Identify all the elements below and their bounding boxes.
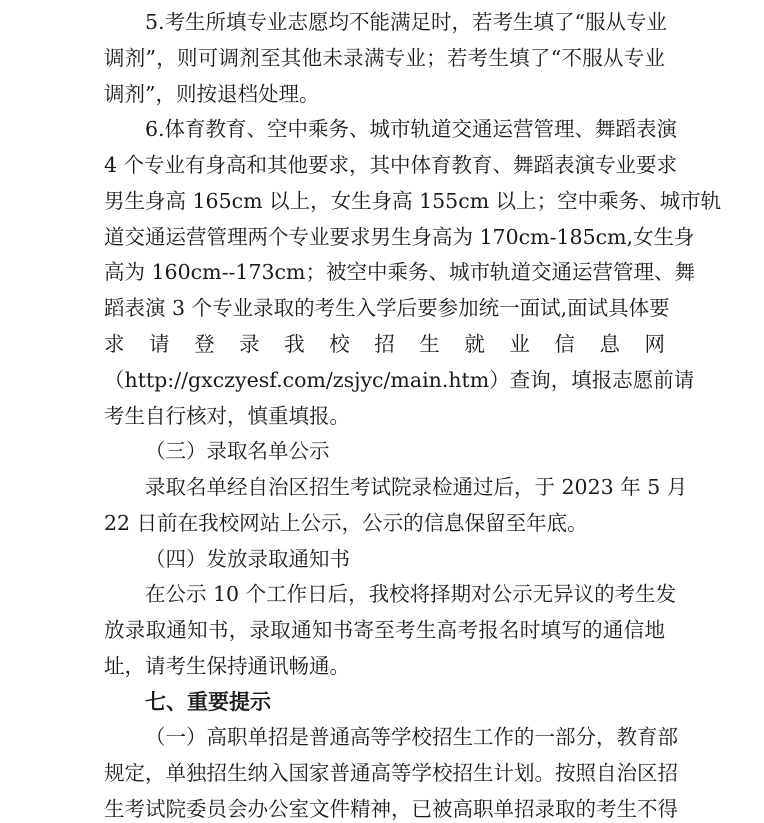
paragraph-6-line-2: 4 个专业有身高和其他要求，其中体育教育、舞蹈表演专业要求 xyxy=(104,153,678,177)
admission-list-line-1: 录取名单经自治区招生考试院录检通过后，于 2023 年 5 月 xyxy=(145,475,688,499)
paragraph-6-line-4: 道交通运营管理两个专业要求男生身高为 170cm-185cm,女生身 xyxy=(104,225,695,249)
section-heading-important-notes: 七、重要提示 xyxy=(145,690,271,714)
important-notes-line-3: 生考试院委员会办公室文件精神，已被高职单招录取的考生不得 xyxy=(104,797,678,821)
paragraph-6-line-5: 高为 160cm--173cm；被空中乘务、城市轨道交通运营管理、舞 xyxy=(104,260,695,284)
paragraph-5-line-1: 5.考生所填专业志愿均不能满足时，若考生填了“服从专业 xyxy=(145,10,668,34)
important-notes-line-2: 规定，单独招生纳入国家普通高等学校招生计划。按照自治区招 xyxy=(104,761,678,785)
paragraph-5-line-2: 调剂”，则可调剂至其他未录满专业；若考生填了“不服从专业 xyxy=(104,46,665,70)
admission-list-line-2: 22 日前在我校网站上公示，公示的信息保留至年底。 xyxy=(104,511,588,535)
important-notes-line-1: （一）高职单招是普通高等学校招生工作的一部分，教育部 xyxy=(145,725,678,749)
admission-notice-line-3: 址，请考生保持通讯畅通。 xyxy=(104,654,350,678)
paragraph-6-line-1: 6.体育教育、空中乘务、城市轨道交通运营管理、舞蹈表演 xyxy=(145,117,678,141)
paragraph-5-line-3: 调剂”，则按退档处理。 xyxy=(104,82,320,106)
admission-notice-line-2: 放录取通知书，录取通知书寄至考生高考报名时填写的通信地 xyxy=(104,618,665,642)
admission-notice-line-1: 在公示 10 个工作日后，我校将择期对公示无异议的考生发 xyxy=(145,582,677,606)
website-link-text: （http://gxczyesf.com/zsjyc/main.htm）查询，填报志愿前请 xyxy=(104,368,695,392)
paragraph-6-line-3: 男生身高 165cm 以上，女生身高 155cm 以上；空中乘务、城市轨 xyxy=(104,189,722,213)
paragraph-6-line-9: 考生自行核对，慎重填报。 xyxy=(104,404,350,428)
paragraph-6-line-6: 蹈表演 3 个专业录取的考生入学后要参加统一面试,面试具体要 xyxy=(104,296,670,320)
section-heading-admission-notice: （四）发放录取通知书 xyxy=(145,547,350,571)
section-heading-admission-list: （三）录取名单公示 xyxy=(145,439,330,463)
paragraph-6-line-7: 求请登录我校招生就业信息网 xyxy=(104,332,665,356)
